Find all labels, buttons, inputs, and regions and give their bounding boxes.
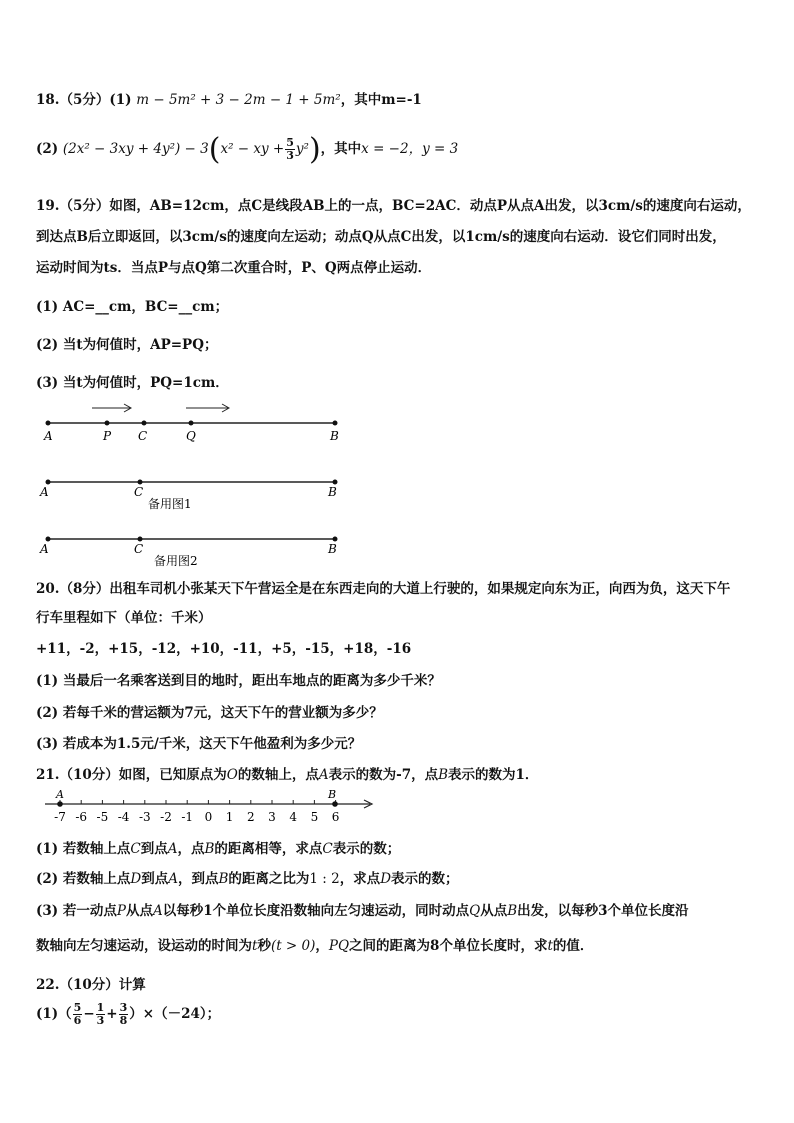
axis-tick-label: -6 [75, 810, 88, 824]
q21-line1 [36, 763, 538, 783]
q20-line2: 行车里程如下（单位：千米） [36, 610, 212, 626]
var-p: P [116, 903, 126, 919]
q18-part2-suffix: ，其中 [320, 141, 362, 157]
var-a: A [168, 871, 178, 887]
text: 以每秒1个单位长度沿数轴向左匀速运动，同时动点 [162, 903, 470, 919]
q18-part2-expr-a: (2x² − 3xy + 4y²) − 3 [62, 141, 209, 157]
axis-tick-label: 2 [246, 810, 255, 824]
point-c [138, 537, 143, 542]
denominator: 3 [96, 1014, 105, 1027]
point-a [46, 421, 51, 426]
text: 出发，以每秒3个单位长度沿 [517, 903, 689, 919]
var-q: Q [469, 903, 481, 919]
q21-sub3-line1 [36, 899, 689, 919]
numerator: 5 [73, 1001, 82, 1014]
q21-sub3-line2 [36, 934, 593, 954]
axis-tick-label: 3 [268, 810, 276, 824]
q18-part1 [36, 88, 422, 108]
q19-sub2: (2) 当t为何值时，AP=PQ； [36, 337, 218, 353]
text: (3) 若一动点 [36, 903, 117, 919]
point-a [46, 537, 51, 542]
text: ，点 [177, 841, 205, 857]
q19-backup-figure-1 [30, 470, 360, 515]
label-a: A [40, 542, 49, 556]
axis-tick-label: -7 [54, 810, 66, 824]
q18-part2-prefix: (2) [36, 141, 59, 157]
text: 21.（10分）如图，已知原点为 [36, 767, 227, 783]
label-c: C [134, 542, 144, 556]
text: 表示的数； [332, 841, 401, 857]
condition: (t > 0) [270, 938, 316, 954]
q18-part2-vals: x = −2，y = 3 [361, 141, 459, 157]
q18-part1-suffix: ，其中m=-1 [340, 92, 422, 108]
var-b: B [438, 767, 449, 783]
text: 的数轴上，点 [237, 767, 319, 783]
var-c: C [322, 841, 333, 857]
text: ，到点 [177, 871, 219, 887]
point-b [333, 421, 338, 426]
axis-tick-label: 0 [204, 810, 213, 824]
axis-tick-label: -2 [160, 810, 172, 824]
axis-tick-label: -4 [117, 810, 130, 824]
q18-close-paren: ) [308, 132, 321, 167]
axis-tick-label: 1 [225, 810, 234, 824]
q22-sub1 [36, 1002, 220, 1027]
fraction-1 [73, 1002, 83, 1027]
q19-sub1: (1) AC=__cm，BC=__cm； [36, 299, 229, 315]
point-q [189, 421, 194, 426]
denominator: 6 [73, 1014, 82, 1027]
q20-data: +11，-2，+15，-12，+10，-11，+5，-15，+18，-16 [36, 641, 412, 657]
point-a [57, 801, 63, 807]
text: 到点 [140, 841, 168, 857]
q20-sub2: (2) 若每千米的营运额为7元，这天下午的营业额为多少？ [36, 705, 383, 721]
label-a: A [44, 429, 53, 443]
denominator: 8 [119, 1014, 128, 1027]
label-b: B [328, 542, 337, 556]
text: 表示的数； [391, 871, 459, 887]
text: 的距离相等，求点 [214, 841, 323, 857]
q18-part1-prefix: 18.（5分）(1) [36, 92, 132, 108]
q18-part2 [36, 132, 458, 167]
q18-frac-num: 5 [286, 136, 294, 149]
q18-part2-expr-c: y² [295, 141, 309, 157]
text: 从点 [480, 903, 508, 919]
axis-tick-label: 5 [310, 810, 319, 824]
numerator: 3 [119, 1001, 128, 1014]
q18-part2-expr-b: x² − xy + [220, 141, 285, 157]
text: (1) 若数轴上点 [36, 841, 131, 857]
label-b: B [328, 485, 337, 499]
var-o: O [226, 767, 238, 783]
point-c [142, 421, 147, 426]
label-c: C [134, 485, 144, 499]
label-c: C [138, 429, 148, 443]
q18-part1-expr: m − 5m² + 3 − 2m − 1 + 5m² [136, 92, 341, 108]
q20-line1: 20.（8分）出租车司机小张某天下午营运全是在东西走向的大道上行驶的，如果规定向东为正，向西为负，这天下午 [36, 581, 731, 597]
label-a: A [40, 485, 49, 499]
text: ）×（－24）； [129, 1006, 221, 1022]
var-c: C [130, 841, 141, 857]
q19-line2: 到达点B后立即返回，以3cm/s的速度向左运动；动点Q从点C出发，以1cm/s的速度向右运动．设它们同时出发， [36, 229, 726, 245]
q19-sub3: (3) 当t为何值时，PQ=1cm． [36, 375, 229, 391]
text: 的值． [552, 938, 594, 954]
q19-line1: 19.（5分）如图，AB=12cm，点C是线段AB上的一点，BC=2AC．动点P从点A出发，以3cm/s的速度向右运动， [36, 198, 751, 214]
label-b: B [330, 429, 339, 443]
text: ， [315, 938, 329, 954]
text: (2) 若数轴上点 [36, 871, 131, 887]
caption: 备用图1 [148, 497, 192, 511]
axis-tick-label: -3 [138, 810, 151, 824]
text: 到点 [141, 871, 169, 887]
text: ，求点 [339, 871, 381, 887]
point-p [105, 421, 110, 426]
point-a [46, 480, 51, 485]
q18-fraction [285, 137, 295, 162]
var-pq: PQ [328, 938, 350, 954]
var-b: B [507, 903, 518, 919]
var-b: B [204, 841, 215, 857]
text: (1)（ [36, 1006, 72, 1022]
var-a: A [152, 903, 163, 919]
axis-tick-label: 6 [331, 810, 340, 824]
axis-tick-label: 4 [289, 810, 298, 824]
var-d: D [380, 871, 392, 887]
label-p: P [103, 429, 112, 443]
q20-sub3: (3) 若成本为1.5元/千米，这天下午他盈利为多少元？ [36, 736, 362, 752]
var-a: A [167, 841, 178, 857]
q18-open-paren: ( [208, 132, 221, 167]
point-b [333, 480, 338, 485]
numerator: 1 [96, 1001, 105, 1014]
label-q: Q [186, 429, 196, 443]
point-c [138, 480, 143, 485]
var-t: t [252, 938, 258, 954]
axis-tick-label: -5 [96, 810, 109, 824]
var-d: D [130, 871, 142, 887]
q19-main-figure [30, 398, 360, 448]
text: 的距离之比为 [228, 871, 310, 887]
var-b: B [218, 871, 229, 887]
fraction-3 [119, 1002, 129, 1027]
operator: − [83, 1006, 95, 1022]
text: 之间的距离为8个单位长度时，求 [349, 938, 548, 954]
q21-sub1 [36, 837, 400, 857]
fraction-2 [96, 1002, 106, 1027]
operator: + [106, 1006, 118, 1022]
point-b [332, 801, 338, 807]
q21-sub2 [36, 867, 459, 887]
q21-number-line [40, 784, 385, 826]
var-a: A [318, 767, 329, 783]
q19-backup-figure-2 [30, 527, 360, 572]
q20-sub1: (1) 当最后一名乘客送到目的地时，距出车地点的距离为多少千米？ [36, 673, 441, 689]
text: 从点 [125, 903, 153, 919]
q22-title: 22.（10分）计算 [36, 977, 146, 993]
ratio: 1 : 2 [309, 871, 340, 887]
text: 秒 [257, 938, 271, 954]
q18-frac-den: 3 [286, 149, 294, 162]
caption: 备用图2 [154, 554, 198, 568]
text: 表示的数为-7，点 [328, 767, 439, 783]
axis-tick-label: -1 [181, 810, 194, 824]
var-t: t [547, 938, 553, 954]
label-a: A [56, 788, 64, 801]
text: 数轴向左匀速运动，设运动的时间为 [36, 938, 252, 954]
q19-line3: 运动时间为ts．当点P与点Q第二次重合时，P、Q两点停止运动． [36, 260, 432, 276]
point-b [333, 537, 338, 542]
label-b: B [328, 788, 337, 801]
text: 表示的数为1． [448, 767, 539, 783]
